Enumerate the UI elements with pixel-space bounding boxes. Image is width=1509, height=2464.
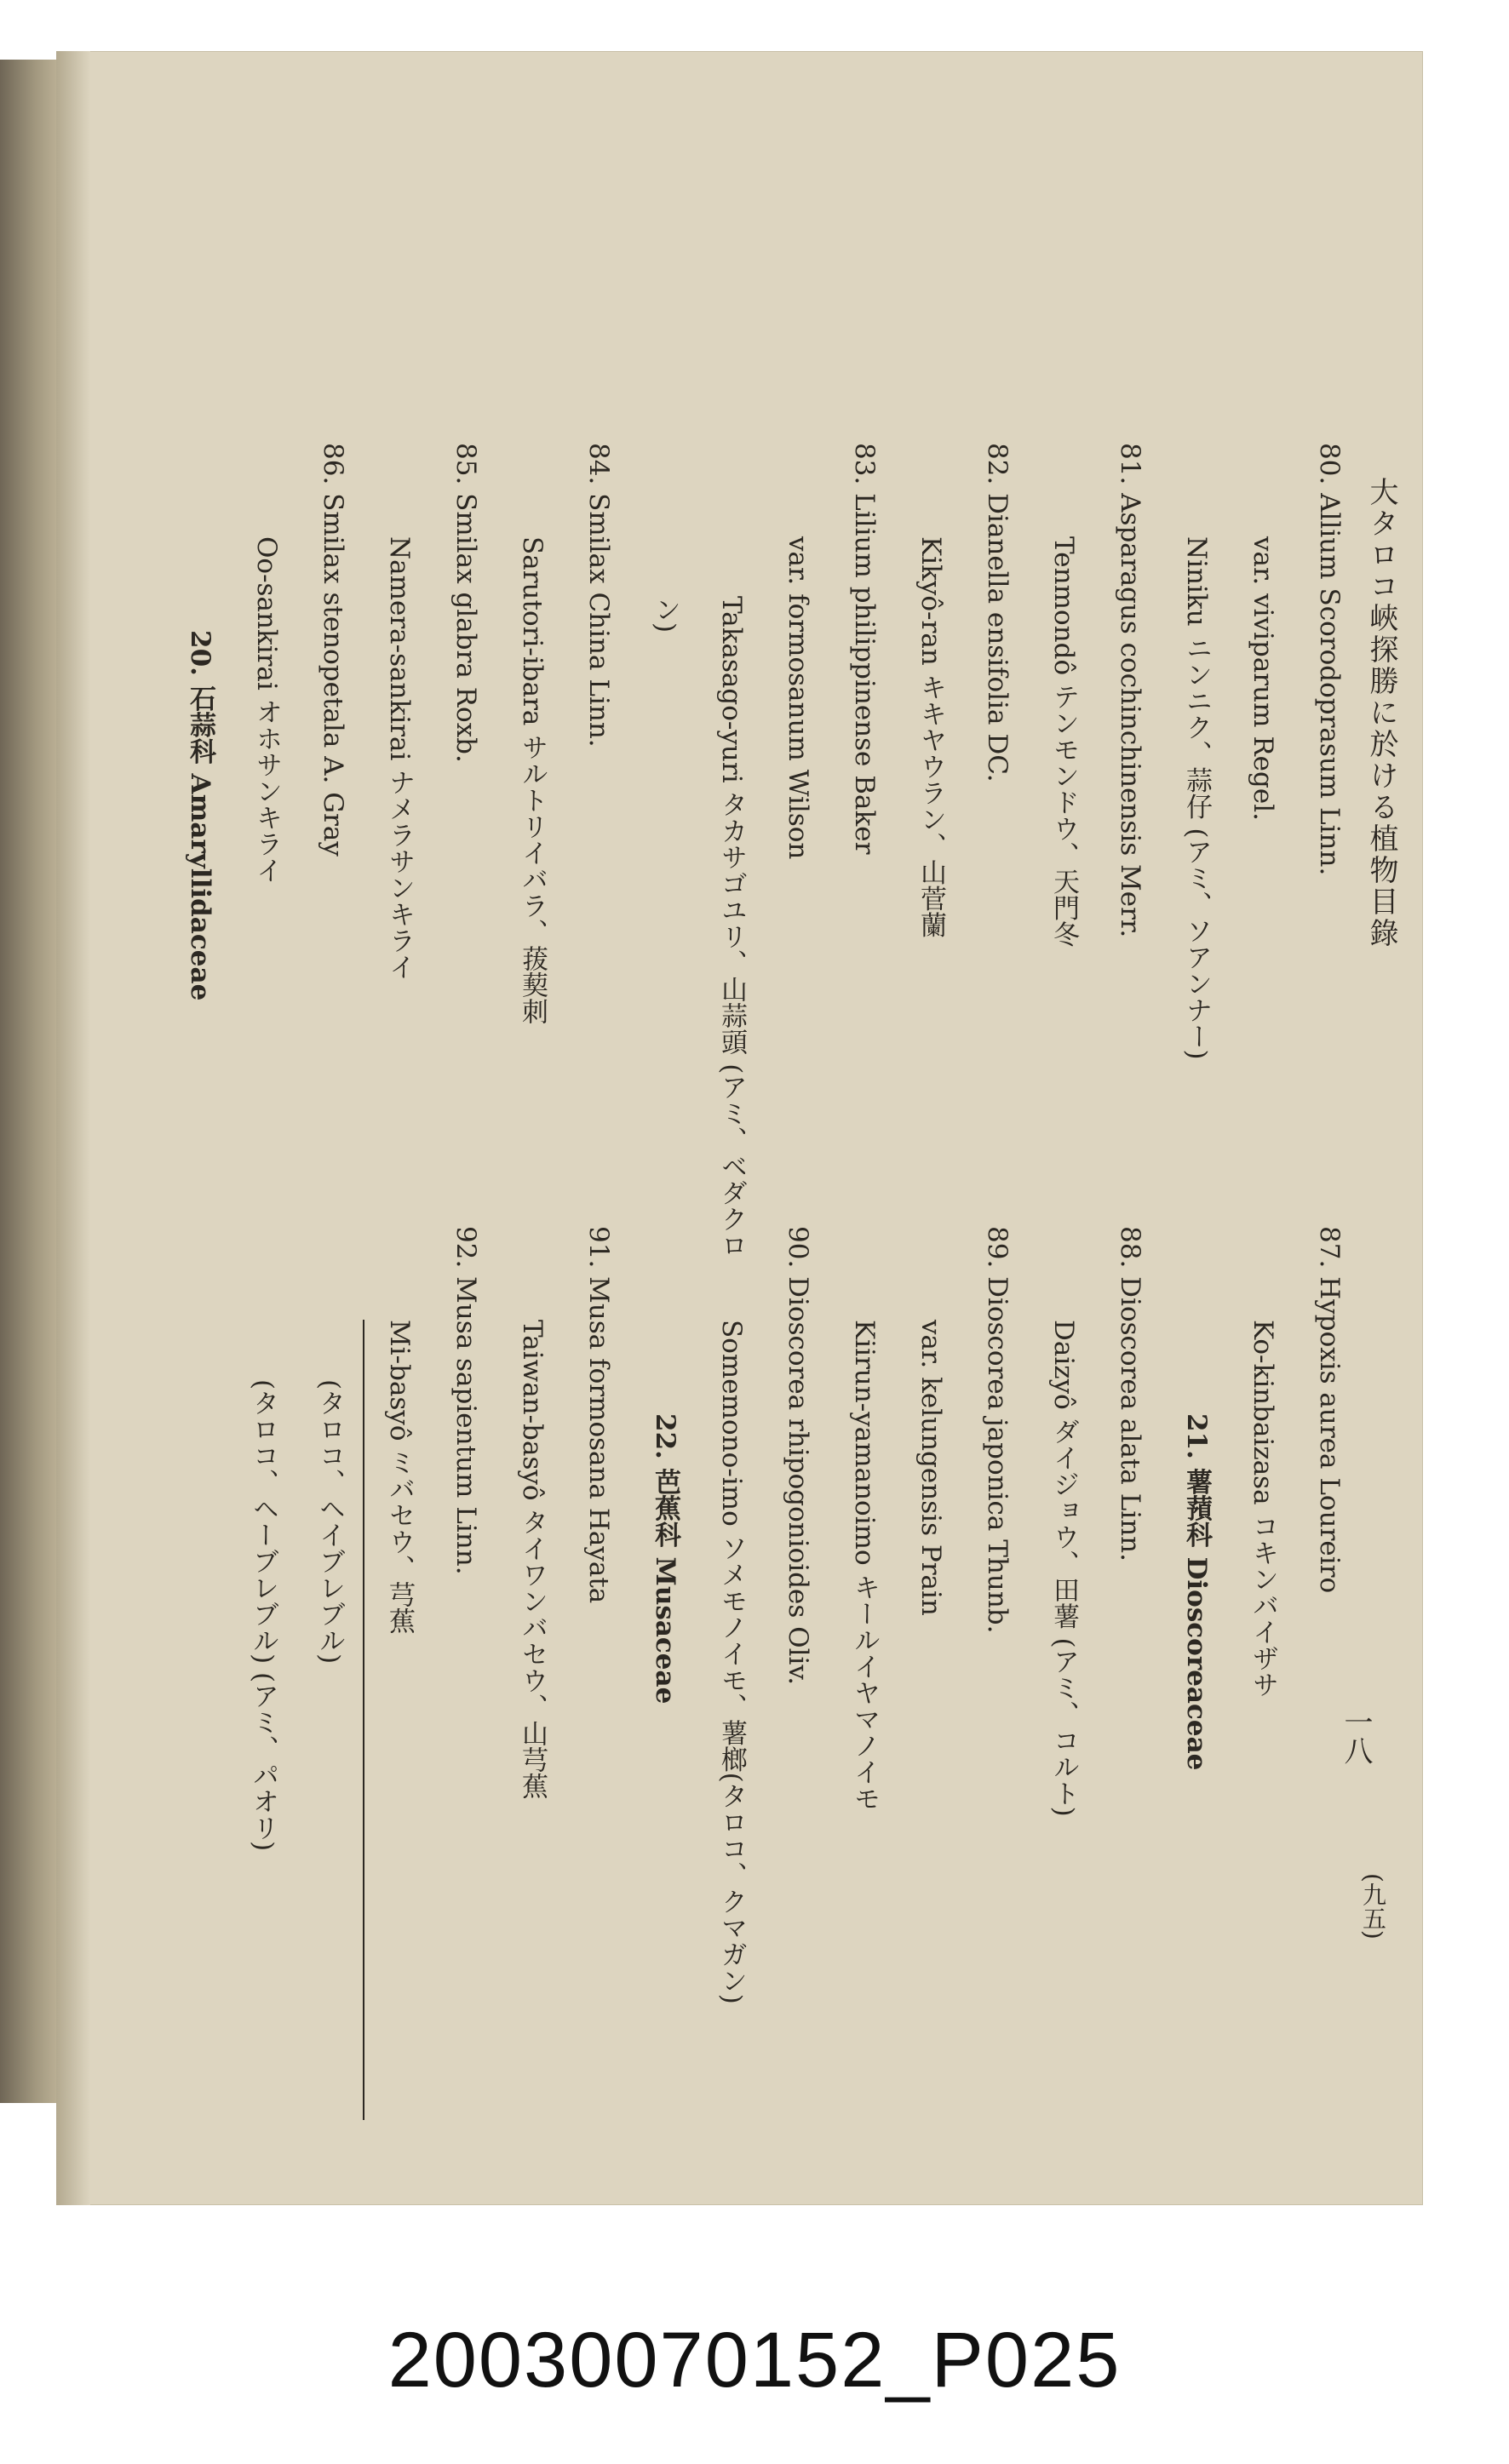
entry-line: 87.	[1314, 1226, 1345, 1269]
entry-line: 88.	[1115, 1226, 1145, 1269]
entry-line: 82.	[982, 443, 1013, 485]
running-head: 大タロコ峽探勝に於ける植物目錄	[1364, 477, 1398, 949]
entry-line: (タロコ、ヘーブレブル) (アミ、パオリ)	[248, 1379, 278, 1852]
entry-line: Daizyô ダイジョウ、田薯 (アミ、コルト)	[1048, 1320, 1079, 1817]
entry-88	[1097, 1226, 1163, 2077]
entry-line: Smilax stenopetala A. Gray	[318, 493, 348, 857]
entry-line: Asparagus cochinchinensis Merr.	[1115, 493, 1145, 938]
entry-line: Lilium philippinense Baker	[849, 493, 880, 855]
entry-91	[565, 1226, 632, 2077]
entry-line: Kiirun-yamanoimo キールイヤマノイモ	[849, 1320, 880, 1812]
entry-line: 89.	[982, 1226, 1013, 1269]
entry-line: 81.	[1115, 443, 1145, 485]
entry-line: Dioscorea japonica Thunb.	[982, 1276, 1013, 1634]
page-number-parenthetical: (九五)	[1359, 1873, 1387, 1940]
entry-line: Dioscorea alata Linn.	[1115, 1276, 1145, 1561]
entry-line: Ko-kinbaizasa コキンバイザサ	[1248, 1320, 1278, 1699]
entry-line: 90.	[783, 1226, 813, 1269]
section-heading: 22. 芭蕉科 Musaceae	[650, 1413, 680, 1705]
entry-line: Musa formosana Hayata	[583, 1276, 614, 1604]
lower-entry-list	[128, 1226, 1363, 2120]
entry-line: Takasago-yuri タカサゴユリ、山蒜頭 (アミ、ベダクロン)	[650, 596, 747, 1259]
entry-line: 91.	[583, 1226, 614, 1269]
entry-line: Tenmondô テンモンドウ、天門冬	[1048, 536, 1079, 948]
entry-line: 86.	[318, 443, 348, 485]
entry-line: Hypoxis aurea Loureiro	[1314, 1276, 1345, 1594]
entry-87	[1296, 1226, 1363, 2077]
entry-89	[964, 1226, 1030, 2077]
entry-line: Oo-sankirai オホサンキライ	[251, 536, 282, 884]
adjacent-page-edge	[0, 60, 60, 2103]
archive-id-caption: 20030070152_P025	[387, 2317, 1122, 2404]
entry-line: Namera-sankirai ナメラサンキライ	[384, 536, 415, 981]
entry-line: var. formosanum Wilson	[783, 536, 813, 860]
entry-line: Musa sapientum Linn.	[450, 1276, 481, 1575]
entry-line: var. kelungensis Prain	[915, 1320, 946, 1616]
entry-line: Niniku ニンニク、蒜仔 (アミ、ソアンナー)	[1181, 536, 1212, 1060]
entry-line: Smilax China Linn.	[583, 493, 614, 748]
upper-entry-list	[128, 443, 1363, 1294]
entry-line: Dioscorea rhipogonioides Oliv.	[783, 1276, 813, 1686]
entry-line: var. viviparum Regel.	[1248, 536, 1278, 821]
entry-line: 83.	[849, 443, 880, 485]
entry-line: Dianella ensifolia DC.	[982, 493, 1013, 782]
entry-line: (タロコ、ヘイブレブル)	[314, 1379, 345, 1665]
entry-line: 85.	[450, 443, 481, 485]
entry-line: Mi-basyô ミバセウ、芎蕉	[363, 1320, 433, 2120]
entry-line: Somemono-imo ソメモノイモ、薯榔(タロコ、クマガン)	[716, 1320, 747, 2004]
entry-line: Smilax glabra Roxb.	[450, 493, 481, 763]
entry-line: 80.	[1314, 443, 1345, 485]
entry-line: Taiwan-basyô タイワンバセウ、山芎蕉	[517, 1320, 548, 1800]
entry-line: Kikyô-ran キキヤウラン、山菅蘭	[915, 536, 946, 938]
entry-line: 84.	[583, 443, 614, 485]
section-heading: 20. 石蒜科 Amaryllidaceae	[185, 630, 215, 1001]
entry-line: 92.	[450, 1226, 481, 1269]
binding-gutter	[56, 51, 90, 2205]
entry-line: Sarutori-ibara サルトリイバラ、菝葜刺	[517, 536, 548, 1025]
page-number: 一八	[1339, 1707, 1373, 1765]
entry-line: Allium Scorodoprasum Linn.	[1314, 493, 1345, 876]
entry-92	[433, 1226, 499, 2077]
entry-90	[765, 1226, 831, 2077]
section-heading: 21. 薯蕷科 Dioscoreaceae	[1181, 1413, 1212, 1771]
